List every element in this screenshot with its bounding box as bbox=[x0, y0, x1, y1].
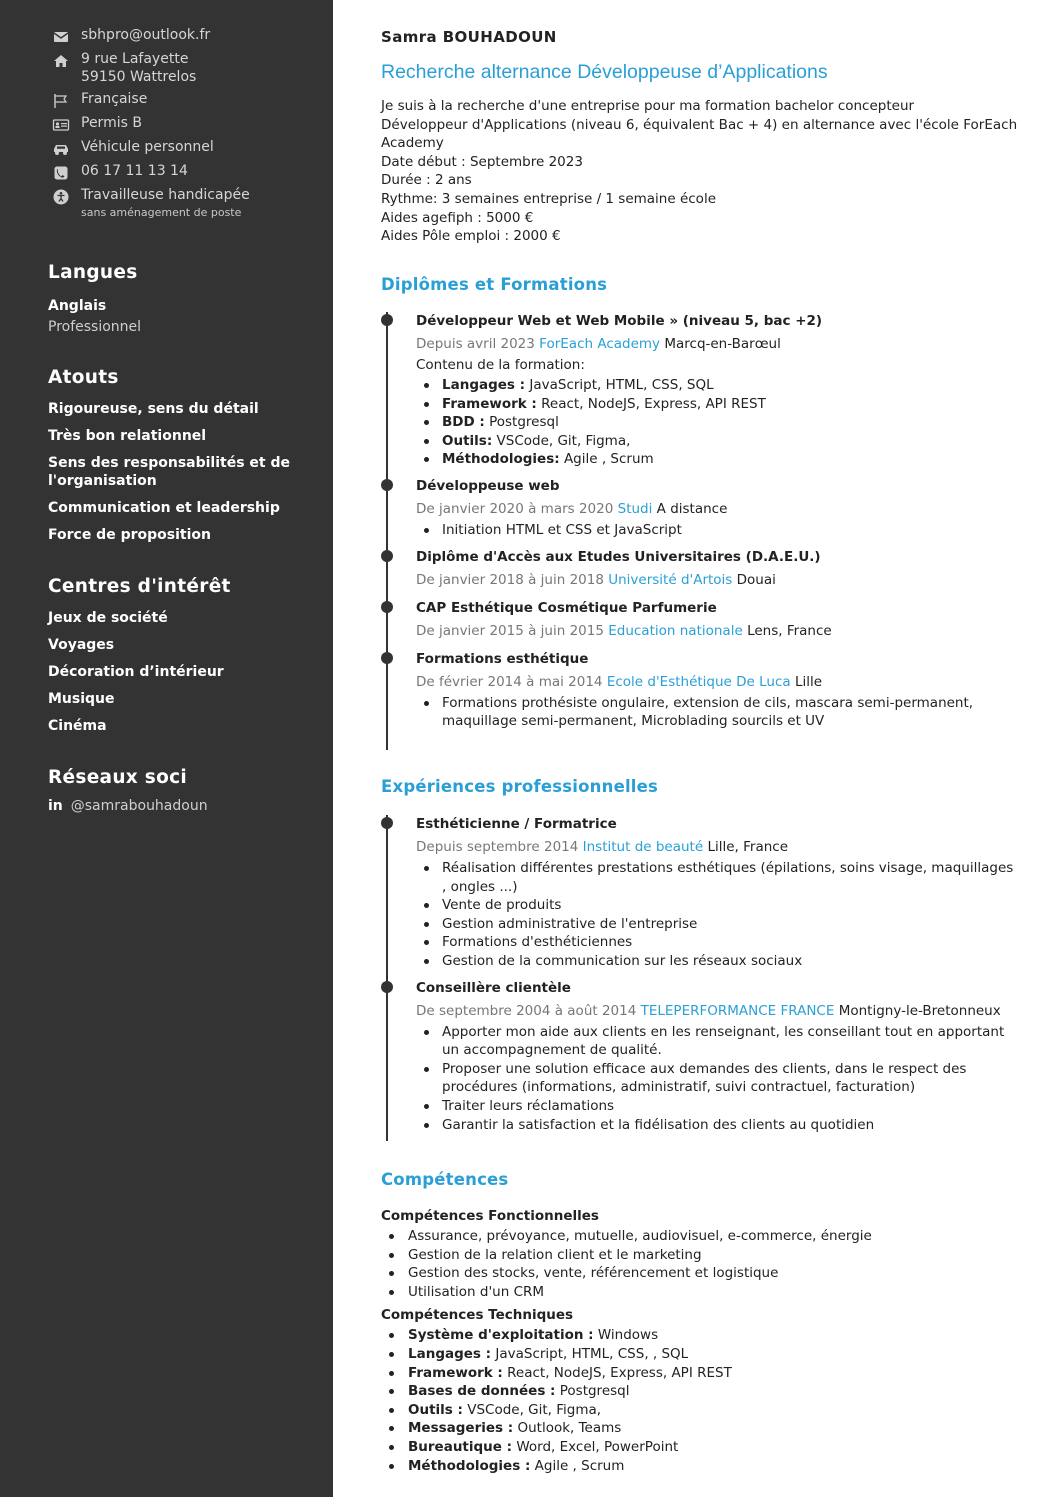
reseaux-heading: Réseaux soci bbox=[48, 767, 188, 788]
envelope-icon bbox=[52, 28, 70, 46]
nationality-text: Française bbox=[81, 91, 148, 107]
bullet-item: Apporter mon aide aux clients en les renseignant, les conseillant tout en apportant un accompagnement de qualité. bbox=[416, 1023, 1021, 1060]
bullet-text: Agile , Scrum bbox=[559, 451, 654, 468]
address-line2: 59150 Wattrelos bbox=[81, 69, 197, 85]
bullet-label: Méthodologies: bbox=[442, 451, 560, 468]
entry-title: Esthéticienne / Formatrice bbox=[416, 816, 617, 832]
intro-line: Rythme: 3 semaines entreprise / 1 semaine école bbox=[381, 190, 717, 207]
fonctionnelles-list bbox=[381, 1227, 1021, 1301]
contact-disability bbox=[52, 186, 322, 220]
bullet-text: Postgresql bbox=[555, 1383, 630, 1400]
entry-date: Depuis avril 2023 bbox=[416, 336, 535, 352]
bullet-item: Gestion administrative de l'entreprise bbox=[416, 915, 1021, 934]
bullet-item: Traiter leurs réclamations bbox=[416, 1097, 1021, 1116]
atouts-heading: Atouts bbox=[48, 367, 119, 388]
entry-org[interactable]: Ecole d'Esthétique De Luca bbox=[606, 673, 791, 690]
phone-icon bbox=[52, 164, 70, 182]
bullet-text: Formations prothésiste ongulaire, extension de cils, mascara semi-permanent, maquillage semi-permanent, Microblading sourcils et UV bbox=[442, 694, 974, 730]
disability-note: sans aménagement de poste bbox=[81, 206, 242, 219]
candidate-name: Samra BOUHADOUN bbox=[381, 28, 557, 46]
bullet-label: Messageries : bbox=[408, 1420, 514, 1437]
contact-vehicle bbox=[52, 138, 322, 158]
bullet-item bbox=[416, 395, 1021, 414]
bullet-item bbox=[381, 1345, 1021, 1364]
entry-bullets bbox=[416, 694, 1021, 731]
bullet-text: React, NodeJS, Express, API REST bbox=[502, 1364, 732, 1381]
language-level: Professionnel bbox=[48, 319, 142, 335]
bullet-label: Bureautique : bbox=[408, 1438, 513, 1455]
bullet-text: Initiation HTML et CSS et JavaScript bbox=[442, 521, 682, 538]
timeline-dot bbox=[381, 601, 393, 613]
address-text bbox=[81, 50, 196, 86]
timeline-dot bbox=[381, 652, 393, 664]
entry-date: Depuis septembre 2014 bbox=[416, 839, 579, 855]
entry-org[interactable]: Université d'Artois bbox=[608, 571, 733, 588]
vehicle-text: Véhicule personnel bbox=[81, 139, 214, 155]
atouts-section bbox=[48, 367, 318, 553]
entry-meta bbox=[416, 334, 1021, 354]
diplomes-timeline bbox=[381, 312, 1021, 731]
bullet-item: Proposer une solution efficace aux demandes des clients, dans le respect des procédures (informations, administratif, suivi contractuel, facturation) bbox=[416, 1060, 1021, 1097]
entry-location: Montigny-le-Bretonneux bbox=[838, 1002, 1001, 1019]
bullet-item bbox=[416, 450, 1021, 469]
linkedin-link[interactable] bbox=[48, 798, 318, 814]
contact-license bbox=[52, 114, 322, 134]
flag-icon bbox=[52, 92, 70, 110]
competences-heading: Compétences bbox=[381, 1170, 509, 1189]
bullet-item: Gestion de la relation client et le marketing bbox=[381, 1246, 1021, 1265]
diplome-entry bbox=[381, 548, 1021, 590]
bullet-item bbox=[416, 694, 1021, 731]
entry-org[interactable]: Education nationale bbox=[608, 622, 743, 639]
bullet-item bbox=[381, 1382, 1021, 1401]
bullet-item: Garantir la satisfaction et la fidélisation des clients au quotidien bbox=[416, 1116, 1021, 1135]
bullet-text: VSCode, Git, Figma, bbox=[492, 432, 631, 449]
diplome-entry bbox=[381, 599, 1021, 641]
interets-list bbox=[48, 609, 318, 735]
interet-item: Voyages bbox=[48, 637, 115, 653]
bullet-item bbox=[381, 1457, 1021, 1476]
diplome-entry bbox=[381, 477, 1021, 540]
bullet-text: Word, Excel, PowerPoint bbox=[512, 1438, 679, 1455]
intro-text bbox=[381, 97, 1021, 246]
entry-meta bbox=[416, 499, 1021, 519]
contact-block bbox=[52, 26, 322, 224]
entry-date: De janvier 2020 à mars 2020 bbox=[416, 500, 614, 517]
entry-meta bbox=[416, 672, 1021, 692]
entry-date: De septembre 2004 à août 2014 bbox=[416, 1002, 637, 1019]
disability-text bbox=[81, 186, 250, 220]
intro-line: Aides Pôle emploi : 2000 € bbox=[381, 228, 561, 245]
intro-line: Je suis à la recherche d'une entreprise pour ma formation bachelor concepteur bbox=[381, 98, 915, 114]
atout-item: Force de proposition bbox=[48, 527, 211, 543]
atout-item: Très bon relationnel bbox=[48, 428, 207, 444]
entry-title: Développeuse web bbox=[416, 477, 560, 494]
entry-title: CAP Esthétique Cosmétique Parfumerie bbox=[416, 599, 717, 616]
bullet-item bbox=[416, 521, 1021, 540]
contact-address bbox=[52, 50, 322, 86]
intro-line: Développeur d'Applications (niveau 6, équivalent Bac + 4) en alternance avec l'école ForEach bbox=[381, 116, 1018, 133]
entry-location: Lille bbox=[794, 673, 823, 690]
timeline-dot bbox=[381, 817, 393, 829]
competences-block bbox=[381, 1207, 1021, 1475]
bullet-item bbox=[416, 413, 1021, 432]
interet-item: Décoration d’intérieur bbox=[48, 664, 224, 680]
experience-entry bbox=[381, 815, 1021, 971]
intro-line: Date début : Septembre 2023 bbox=[381, 153, 583, 170]
atout-item: Communication et leadership bbox=[48, 500, 280, 516]
interets-section bbox=[48, 576, 318, 744]
experience-entry bbox=[381, 979, 1021, 1135]
phone-text: 06 17 11 13 14 bbox=[81, 163, 188, 179]
disability-label: Travailleuse handicapée bbox=[81, 187, 250, 203]
timeline-dot bbox=[381, 314, 393, 326]
intro-line: Academy bbox=[381, 135, 444, 152]
address-line1: 9 rue Lafayette bbox=[81, 51, 189, 67]
entry-date: De janvier 2015 à juin 2015 bbox=[416, 622, 604, 639]
bullet-item bbox=[381, 1419, 1021, 1438]
bullet-text: JavaScript, HTML, CSS, , SQL bbox=[491, 1345, 689, 1362]
langues-section bbox=[48, 262, 318, 336]
linkedin-icon: in bbox=[48, 798, 63, 814]
entry-location: A distance bbox=[656, 500, 728, 517]
bullet-text: Windows bbox=[593, 1327, 659, 1344]
bullet-item bbox=[416, 376, 1021, 395]
bullet-item: Utilisation d'un CRM bbox=[381, 1283, 1021, 1302]
bullet-item bbox=[416, 432, 1021, 451]
bullet-label: Langages : bbox=[442, 377, 526, 393]
intro-line: Durée : 2 ans bbox=[381, 172, 472, 189]
bullet-label: Bases de données : bbox=[408, 1383, 556, 1400]
atouts-list bbox=[48, 400, 318, 544]
license-text: Permis B bbox=[81, 115, 142, 131]
bullet-item: Gestion des stocks, vente, référencement et logistique bbox=[381, 1264, 1021, 1283]
langues-heading: Langues bbox=[48, 262, 138, 283]
id-card-icon bbox=[52, 116, 70, 134]
bullet-label: Outils: bbox=[442, 432, 493, 449]
bullet-label: Outils : bbox=[408, 1401, 463, 1418]
techniques-list bbox=[381, 1326, 1021, 1475]
fonctionnelles-heading: Compétences Fonctionnelles bbox=[381, 1208, 599, 1224]
intro-line: Aides agefiph : 5000 € bbox=[381, 209, 534, 226]
bullet-item: Formations d'esthéticiennes bbox=[416, 933, 1021, 952]
contact-nationality bbox=[52, 90, 322, 110]
techniques-heading: Compétences Techniques bbox=[381, 1307, 574, 1324]
entry-meta bbox=[416, 621, 1021, 641]
bullet-label: Système d'exploitation : bbox=[408, 1327, 594, 1344]
entry-date: De janvier 2018 à juin 2018 bbox=[416, 571, 604, 588]
entry-bullets bbox=[416, 859, 1021, 971]
linkedin-handle: @samrabouhadoun bbox=[70, 798, 208, 814]
bullet-label: BDD : bbox=[442, 414, 485, 431]
entry-location: Lille, France bbox=[707, 839, 789, 855]
atout-item: Sens des responsabilités et de l'organisation bbox=[48, 455, 290, 489]
bullet-label: Méthodologies : bbox=[408, 1457, 531, 1474]
interet-item: Jeux de société bbox=[48, 610, 168, 626]
entry-title: Formations esthétique bbox=[416, 650, 589, 667]
language-name: Anglais bbox=[48, 298, 107, 314]
reseaux-section bbox=[48, 767, 318, 814]
experiences-heading: Expériences professionnelles bbox=[381, 777, 659, 796]
diplome-entry bbox=[381, 312, 1021, 469]
bullet-text: VSCode, Git, Figma, bbox=[462, 1401, 602, 1418]
accessibility-icon bbox=[52, 188, 70, 206]
entry-meta bbox=[416, 570, 1021, 590]
home-icon bbox=[52, 52, 70, 70]
bullet-text: Postgresql bbox=[484, 414, 559, 431]
bullet-item bbox=[381, 1326, 1021, 1345]
contact-phone[interactable] bbox=[52, 162, 322, 182]
bullet-label: Framework : bbox=[442, 395, 537, 412]
entry-note: Contenu de la formation: bbox=[416, 357, 585, 373]
bullet-text: React, NodeJS, Express, API REST bbox=[536, 395, 766, 412]
bullet-item bbox=[381, 1364, 1021, 1383]
entry-title: Conseillère clientèle bbox=[416, 979, 571, 996]
timeline-dot bbox=[381, 479, 393, 491]
bullet-item bbox=[381, 1438, 1021, 1457]
bullet-item: Réalisation différentes prestations esthétiques (épilations, soins visage, maquillages , ongles ...) bbox=[416, 859, 1021, 896]
entry-location: Marcq-en-Barœul bbox=[664, 336, 781, 352]
bullet-label: Langages : bbox=[408, 1345, 492, 1362]
bullet-item: Vente de produits bbox=[416, 896, 1021, 915]
experiences-timeline bbox=[381, 815, 1021, 1134]
timeline-dot bbox=[381, 550, 393, 562]
entry-location: Lens, France bbox=[747, 622, 832, 639]
entry-location: Douai bbox=[736, 571, 776, 588]
bullet-text: Outlook, Teams bbox=[513, 1420, 622, 1437]
interet-item: Musique bbox=[48, 691, 115, 707]
bullet-text: Agile , Scrum bbox=[530, 1457, 625, 1474]
diplome-entry bbox=[381, 650, 1021, 731]
interets-heading: Centres d'intérêt bbox=[48, 576, 231, 597]
bullet-item: Assurance, prévoyance, mutuelle, audiovisuel, e-commerce, énergie bbox=[381, 1227, 1021, 1246]
entry-meta bbox=[416, 837, 1021, 857]
bullet-item bbox=[381, 1401, 1021, 1420]
sidebar bbox=[0, 0, 333, 1497]
interet-item: Cinéma bbox=[48, 718, 107, 734]
diplomes-heading: Diplômes et Formations bbox=[381, 275, 608, 294]
entry-title: Développeur Web et Web Mobile » (niveau 5, bac +2) bbox=[416, 313, 823, 329]
entry-title: Diplôme d'Accès aux Etudes Universitaires (D.A.E.U.) bbox=[416, 548, 821, 565]
bullet-label: Framework : bbox=[408, 1364, 503, 1381]
entry-meta bbox=[416, 1001, 1021, 1021]
entry-bullets bbox=[416, 1023, 1021, 1135]
contact-email[interactable] bbox=[52, 26, 322, 46]
entry-bullets bbox=[416, 376, 1021, 469]
entry-org[interactable]: Institut de beauté bbox=[582, 839, 704, 855]
bullet-text: JavaScript, HTML, CSS, SQL bbox=[525, 377, 714, 393]
entry-org[interactable]: ForEach Academy bbox=[539, 336, 661, 352]
entry-bullets bbox=[416, 521, 1021, 540]
timeline-dot bbox=[381, 981, 393, 993]
bullet-item: Gestion de la communication sur les réseaux sociaux bbox=[416, 952, 1021, 971]
entry-org[interactable]: Studi bbox=[617, 500, 653, 517]
car-icon bbox=[52, 140, 70, 158]
headline: Recherche alternance Développeuse d’Applications bbox=[381, 61, 828, 83]
email-text: sbhpro@outlook.fr bbox=[81, 27, 211, 43]
entry-date: De février 2014 à mai 2014 bbox=[416, 673, 603, 690]
atout-item: Rigoureuse, sens du détail bbox=[48, 401, 259, 417]
entry-org[interactable]: TELEPERFORMANCE FRANCE bbox=[640, 1002, 835, 1019]
